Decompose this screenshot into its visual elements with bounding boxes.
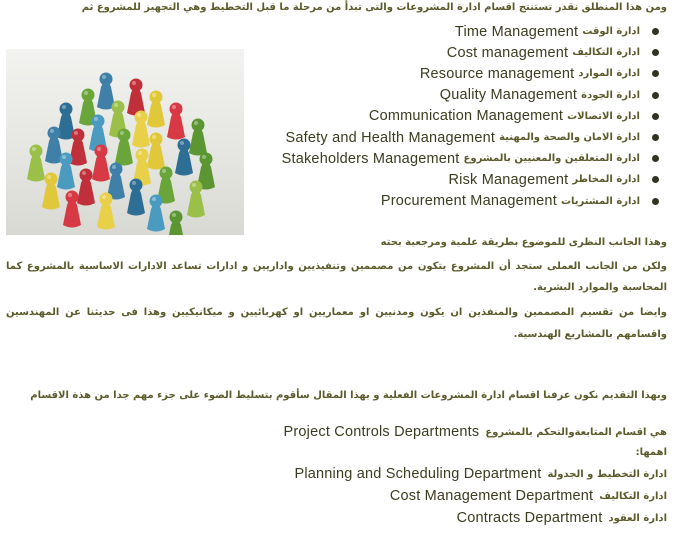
bullet-icon [652, 49, 659, 56]
department-item [390, 488, 667, 504]
pawn-figure [92, 145, 110, 182]
pawn-figure [127, 79, 145, 116]
item-label-ar: ادارة الجودة [581, 89, 640, 101]
bullet-icon [652, 70, 659, 77]
item-label-en: Cost management [446, 44, 569, 61]
pawn-figure [132, 111, 150, 148]
item-label-ar: ادارة الوقت [582, 26, 640, 38]
controls-label-ar: هي اقسام المتابعةوالتحكم بالمشروع [485, 426, 667, 438]
item-label-en: Stakeholders Management [281, 150, 460, 167]
item-label-en: Risk Management [448, 171, 569, 188]
list-item [282, 85, 667, 106]
department-label-en: Contracts Department [456, 510, 603, 526]
paragraph-practical: ولكن من الجانب العملى ستجد أن المشروع يتكون من مصممين وتنفيذيين واداريين و ادارات تساعد الادارات الاساسية بالمشروع كما المحاسبة والموارد البشرية. [6, 261, 667, 293]
controls-label-en: Project Controls Departments [283, 424, 480, 440]
pawn-figure [167, 103, 185, 140]
pawn-figure [42, 173, 60, 210]
pawn-figure [115, 129, 133, 166]
paragraph-engineers: وايضا من تقسيم المصممين والمنفذين ان يكون ومدنيين او معماريين او كهربائيين و ميكانيكيين وهذا فى حديثنا عن المهندسين واقسامهم بالمشاريع الهندسية. [6, 307, 667, 340]
pawn-figure [175, 139, 193, 176]
knowledge-areas-list [282, 21, 667, 212]
item-label-en: Procurement Management [380, 193, 557, 210]
pawn-figure [77, 169, 95, 206]
pawns-illustration [6, 49, 244, 235]
intro-text: ومن هذا المنطلق نقدر تستنتج اقسام ادارة المشروعات والتى تبدأ من مرحلة ما قبل التخطيط وهي التجهيز للمشروع ثم [81, 2, 667, 13]
department-label-ar: ادارة العقود [608, 512, 667, 524]
bullet-icon [652, 176, 659, 183]
department-item [457, 510, 667, 526]
item-label-ar: ادارة التكاليف [572, 47, 640, 59]
controls-heading [284, 424, 667, 440]
item-label-ar: ادارة المشتريات [560, 195, 640, 207]
most-important-text: اهمها: [635, 447, 667, 458]
pawn-figure [189, 119, 207, 156]
bullet-icon [652, 198, 659, 205]
list-item [282, 42, 667, 63]
pawn-figure [27, 145, 45, 182]
item-label-ar: ادارة الاتصالات [567, 110, 640, 122]
item-label-en: Communication Management [368, 108, 564, 125]
pawn-figure [167, 211, 185, 236]
item-label-en: Quality Management [439, 87, 578, 104]
pawn-figure [57, 153, 75, 190]
pawn-figure [147, 195, 165, 232]
paragraph-intro-sections: وبهذا التقديم نكون عرفنا اقسام ادارة المشروعات الفعلية و بهذا المقال سأقوم بتسليط الضوء على جزء مهم جدا من هذة الاقسام [30, 390, 667, 401]
department-label-en: Cost Management Department [389, 488, 594, 504]
list-item [282, 127, 667, 148]
pawn-figure [147, 133, 165, 170]
pawn-figure [97, 193, 115, 230]
list-item [282, 63, 667, 84]
bullet-icon [652, 92, 659, 99]
paragraph-theory: وهذا الجانب النظرى للموضوع بطريقة علمية ومرجعية بحته [380, 237, 667, 248]
department-label-ar: ادارة التكاليف [599, 490, 667, 502]
list-item [282, 148, 667, 169]
bullet-icon [652, 113, 659, 120]
item-label-ar: ادارة المخاطر [572, 174, 640, 186]
pawn-figure [187, 181, 205, 218]
bullet-icon [652, 134, 659, 141]
item-label-ar: ادارة الامان والصحة والمهنية [499, 132, 640, 144]
item-label-ar: ادارة المتعلقين والمعنيين بالمشروع [463, 153, 640, 165]
team-pawns-image [6, 49, 244, 235]
bullet-icon [652, 28, 659, 35]
item-label-ar: ادارة الموارد [578, 68, 640, 80]
pawn-figure [63, 191, 81, 228]
item-label-en: Safety and Health Management [285, 129, 496, 146]
pawn-figure [147, 91, 165, 128]
department-item [294, 466, 667, 482]
pawn-figure [127, 179, 145, 216]
item-label-en: Time Management [454, 23, 579, 40]
most-important-label [636, 447, 667, 458]
department-label-en: Planning and Scheduling Department [294, 466, 542, 482]
department-label-ar: ادارة التخطيط و الجدولة [547, 468, 667, 480]
bullet-icon [652, 155, 659, 162]
list-item [282, 191, 667, 212]
list-item [282, 21, 667, 42]
item-label-en: Resource management [419, 65, 575, 82]
list-item [282, 169, 667, 190]
list-item [282, 106, 667, 127]
